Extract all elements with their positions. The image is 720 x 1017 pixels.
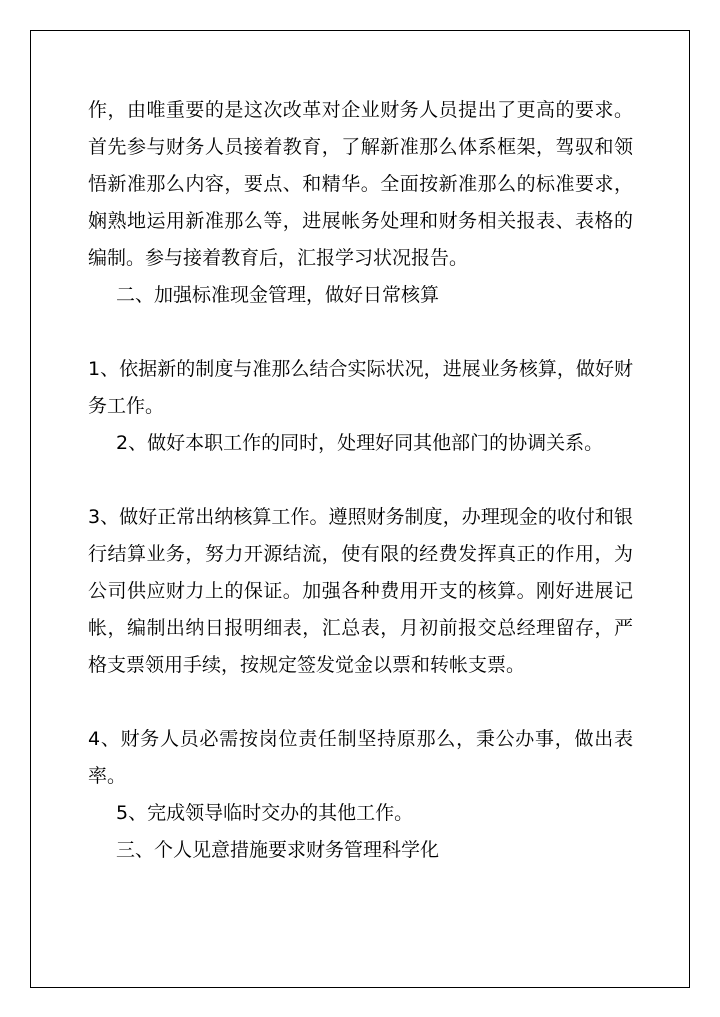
- paragraph-finance-staff-education: 作，由唯重要的是这次改革对企业财务人员提出了更高的要求。首先参与财务人员接着教育，了解新准那么体系框架，驾驭和领悟新准那么内容，要点、和精华。全面按新准那么的标准要求，娴熟地运用新准那么等，进展帐务处理和财务相关报表、表格的编制。参与接着教育后，汇报学习状况报告。: [88, 99, 633, 269]
- list-item-3-cashier: 3、做好正常出纳核算工作。遵照财务制度，办理现金的收付和银行结算业务，努力开源结流，使有限的经费发挥真正的作用，为公司供应财力上的保证。加强各种费用开支的核算。刚好进展记帐，编制出纳日报明细表，汇总表，月初前报交总经理留存，严格支票领用手续，按规定签发觉金以票和转帐支票。: [88, 506, 633, 676]
- list-item-1-accounting: 1、依据新的制度与准那么结合实际状况，进展业务核算，做好财务工作。: [88, 358, 633, 417]
- heading-cash-management: 二、加强标准现金管理，做好日常核算: [116, 284, 440, 306]
- document-body: [88, 92, 633, 869]
- list-item-5-other-tasks: 5、完成领导临时交办的其他工作。: [116, 802, 414, 824]
- list-item-4-responsibility: 4、财务人员必需按岗位责任制坚持原那么，秉公办事，做出表率。: [88, 728, 633, 787]
- heading-personal-suggestions: 三、个人见意措施要求财务管理科学化: [116, 839, 440, 861]
- list-item-2-coordination: 2、做好本职工作的同时，处理好同其他部门的协调关系。: [116, 432, 604, 454]
